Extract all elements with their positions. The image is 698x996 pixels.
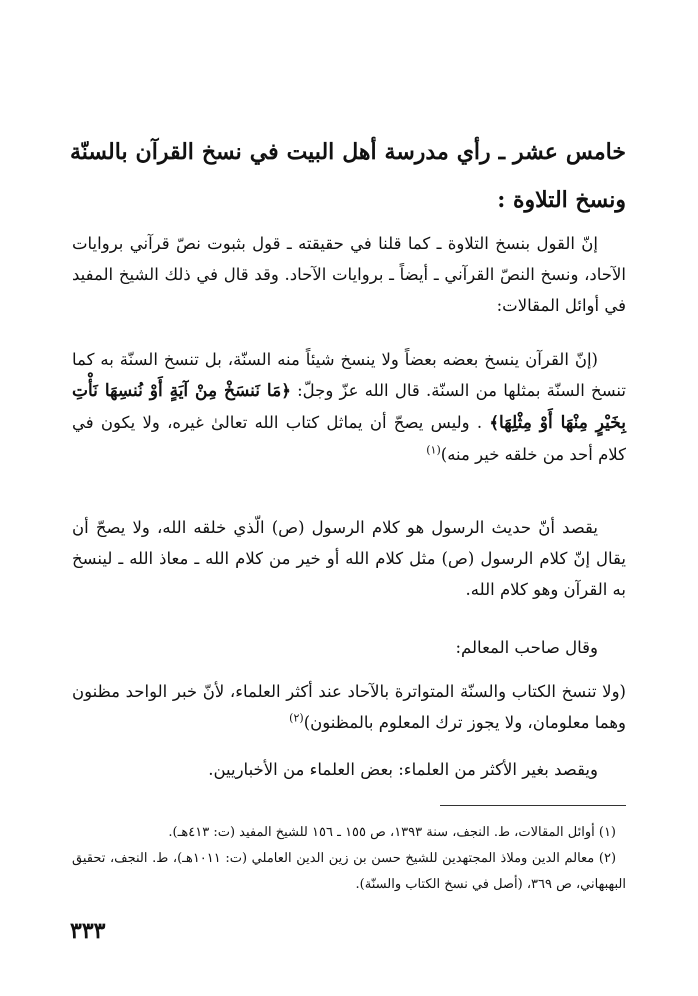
paragraph-1: إنّ القول بنسخ التلاوة ـ كما قلنا في حقيقته ـ قول بثبوت نصّ قرآني بروايات الآحاد، ونسخ النصّ القرآني ـ أيضاً ـ بروايات الآحاد. وقد قال في ذلك الشيخ المفيد في أوائل المقالات:	[72, 234, 626, 315]
quote-maalim-text: (ولا تنسخ الكتاب والسنّة المتواترة بالآحاد عند أكثر العلماء، لأنّ خبر الواحد مظنون وهما معلومان، ولا يجوز ترك المعلوم بالمظنون)	[72, 682, 626, 732]
quran-bracket-close: ﴾	[489, 413, 499, 432]
quote-maalim	[72, 676, 626, 738]
paragraph-closing: ويقصد بغير الأكثر من العلماء: بعض العلماء من الأخباريين.	[208, 760, 598, 779]
footnote-1: (١) أوائل المقالات، ط. النجف، سنة ١٣٩٣، ص ١٥٥ ـ ١٥٦ للشيخ المفيد (ت: ٤١٣هـ).	[168, 825, 616, 840]
quran-verse: مَا نَنسَخْ مِنْ آيَةٍ أَوْ نُنسِهَا نَأْتِ بِخَيْرٍ مِنْهَا أَوْ مِثْلِهَا	[72, 381, 627, 433]
footnote-ref-2: (٢)	[289, 711, 304, 725]
quote-mufid	[72, 344, 626, 470]
paragraph-maalim-intro: وقال صاحب المعالم:	[455, 638, 598, 657]
page-number: ٣٣٣	[70, 918, 106, 944]
footnote-divider	[440, 805, 626, 806]
footnote-2: (٢) معالم الدين وملاذ المجتهدين للشيخ حسن بن زين الدين العاملي (ت: ١٠١١هـ)، ط. النجف، تحقيق البهبهاني، ص ٣٦٩، (أصل في نسخ الكتاب والسنّة).	[72, 851, 626, 892]
section-heading: خامس عشر ـ رأي مدرسة أهل البيت في نسخ القرآن بالسنّة ونسخ التلاوة :	[70, 139, 626, 213]
footnote-ref-1: (١)	[426, 443, 441, 457]
quote-mufid-text-end: . وليس يصحّ أن يماثل كتاب الله تعالىٰ غيره، ولا يكون في كلام أحد من خلقه خير منه)	[72, 413, 626, 464]
footnotes	[72, 820, 626, 898]
paragraph-explanation: يقصد أنّ حديث الرسول هو كلام الرسول (ص) الّذي خلقه الله، ولا يصحّ أن يقال إنّ كلام الرسول (ص) مثل كلام الله أو خير من كلام الله ـ معاذ الله ـ لينسخ به القرآن وهو كلام الله.	[72, 518, 626, 599]
quran-bracket-open: ﴿	[281, 381, 291, 400]
quote-mufid-text-start: (إنّ القرآن ينسخ بعضه بعضاً ولا ينسخ شيئاً منه السنّة، بل تنسخ السنّة به كما تنسخ السنّة بمثلها من السنّة. قال الله عزّ وجلّ:	[72, 350, 626, 400]
